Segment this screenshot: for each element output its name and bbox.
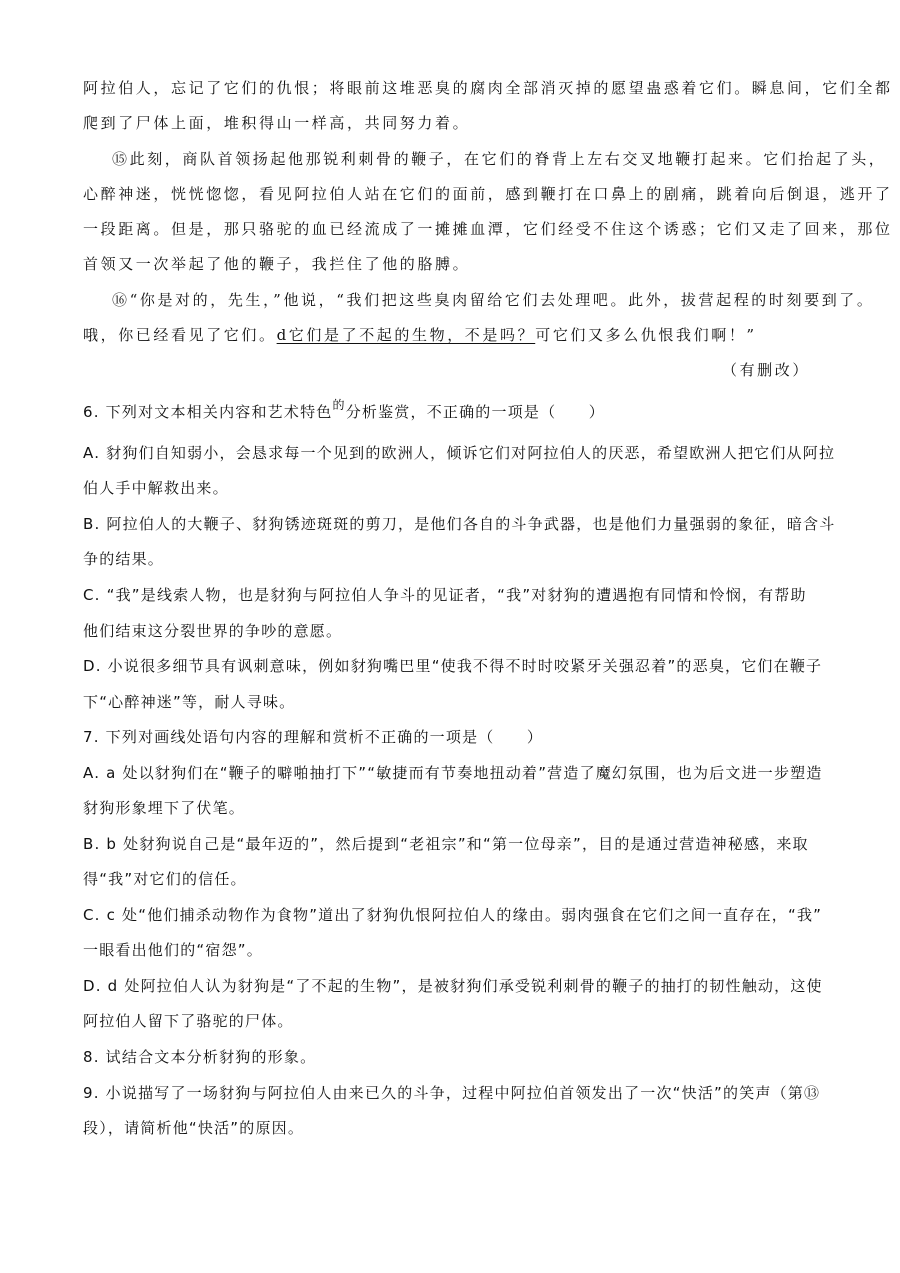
question-7-stem: 7. 下列对画线处语句内容的理解和赏析不正确的一项是（ ） <box>83 728 544 746</box>
option-6c-cont: 他们结束这分裂世界的争吵的意愿。 <box>83 622 343 640</box>
option-7d: D. d 处阿拉伯人认为豺狗是“了不起的生物”，是被豺狗们承受锐利刺骨的鞭子的抽打的韧性触动，这使 <box>83 977 823 995</box>
passage-line: 一段距离。但是，那只骆驼的血已经流成了一摊摊血潭，它们经受不住这个诱惑；它们又走了回来，那位 <box>83 220 893 238</box>
option-6b-cont: 争的结果。 <box>83 550 165 568</box>
option-6d-cont: 下“心醉神迷”等，耐人寻味。 <box>83 693 296 711</box>
question-text-sup: 的 <box>332 398 346 412</box>
passage-line <box>83 325 757 345</box>
option-6b: B. 阿拉伯人的大鞭子、豺狗锈迹斑斑的剪刀，是他们各自的斗争武器，也是他们力量强弱的象征，暗含斗 <box>83 515 836 533</box>
option-6d: D. 小说很多细节具有讽刺意味，例如豺狗嘴巴里“使我不得不时时咬紧牙关强忍着”的恶臭，它们在鞭子 <box>83 657 823 675</box>
passage-text: 可它们又多么仇恨我们啊！” <box>535 326 757 344</box>
question-9-cont: 段），请简析他“快活”的原因。 <box>83 1119 305 1137</box>
passage-line: 首领又一次举起了他的鞭子，我拦住了他的胳膊。 <box>83 255 471 273</box>
option-7c: C. c 处“他们捕杀动物作为食物”道出了豺狗仇恨阿拉伯人的缘由。弱肉强食在它们之间一直存在，“我” <box>83 906 823 924</box>
passage-paragraph-16: ⑯“你是对的，先生，”他说，“我们把这些臭肉留给它们去处理吧。此外，拔营起程的时刻要到了。 <box>112 291 875 309</box>
source-note: （有删改） <box>721 361 810 379</box>
underlined-sentence-d: d它们是了不起的生物，不是吗？ <box>276 326 536 344</box>
option-7a: A. a 处以豺狗们在“鞭子的噼啪抽打下”“敏捷而有节奏地扭动着”营造了魔幻氛围，也为后文进一步塑造 <box>83 764 823 782</box>
option-7b-cont: 得“我”对它们的信任。 <box>83 870 247 888</box>
passage-text: 哦，你已经看见了它们。 <box>83 326 277 344</box>
question-text: 6. 下列对文本相关内容和艺术特色 <box>83 403 333 421</box>
option-7b: B. b 处豺狗说自己是“最年迈的”，然后提到“老祖宗”和“第一位母亲”，目的是通过营造神秘感，来取 <box>83 835 809 853</box>
passage-line: 阿拉伯人，忘记了它们的仇恨；将眼前这堆恶臭的腐肉全部消灭掉的愿望蛊惑着它们。瞬息间，它们全都 <box>83 79 893 97</box>
passage-line: 心醉神迷，恍恍惚惚，看见阿拉伯人站在它们的面前，感到鞭打在口鼻上的剧痛，跳着向后倒退，逃开了 <box>83 185 893 203</box>
question-8: 8. 试结合文本分析豺狗的形象。 <box>83 1048 317 1066</box>
question-text: 分析鉴赏，不正确的一项是（ ） <box>345 403 605 421</box>
question-6-stem <box>83 398 605 423</box>
question-9: 9. 小说描写了一场豺狗与阿拉伯人由来已久的斗争，过程中阿拉伯首领发出了一次“快活”的笑声（第⑬ <box>83 1084 821 1102</box>
option-6c: C. “我”是线索人物，也是豺狗与阿拉伯人争斗的见证者，“我”对豺狗的遭遇抱有同情和怜悯，有帮助 <box>83 586 807 604</box>
option-6a: A. 豺狗们自知弱小，会恳求每一个见到的欧洲人，倾诉它们对阿拉伯人的厌恶，希望欧洲人把它们从阿拉 <box>83 444 836 462</box>
passage-paragraph-15: ⑮此刻，商队首领扬起他那锐利刺骨的鞭子，在它们的脊背上左右交叉地鞭打起来。它们抬起了头， <box>112 150 887 168</box>
option-6a-cont: 伯人手中解救出来。 <box>83 479 229 497</box>
option-7c-cont: 一眼看出他们的“宿怨”。 <box>83 941 263 959</box>
option-7d-cont: 阿拉伯人留下了骆驼的尸体。 <box>83 1012 294 1030</box>
option-7a-cont: 豺狗形象埋下了伏笔。 <box>83 799 246 817</box>
passage-line: 爬到了尸体上面，堆积得山一样高，共同努力着。 <box>83 114 471 132</box>
